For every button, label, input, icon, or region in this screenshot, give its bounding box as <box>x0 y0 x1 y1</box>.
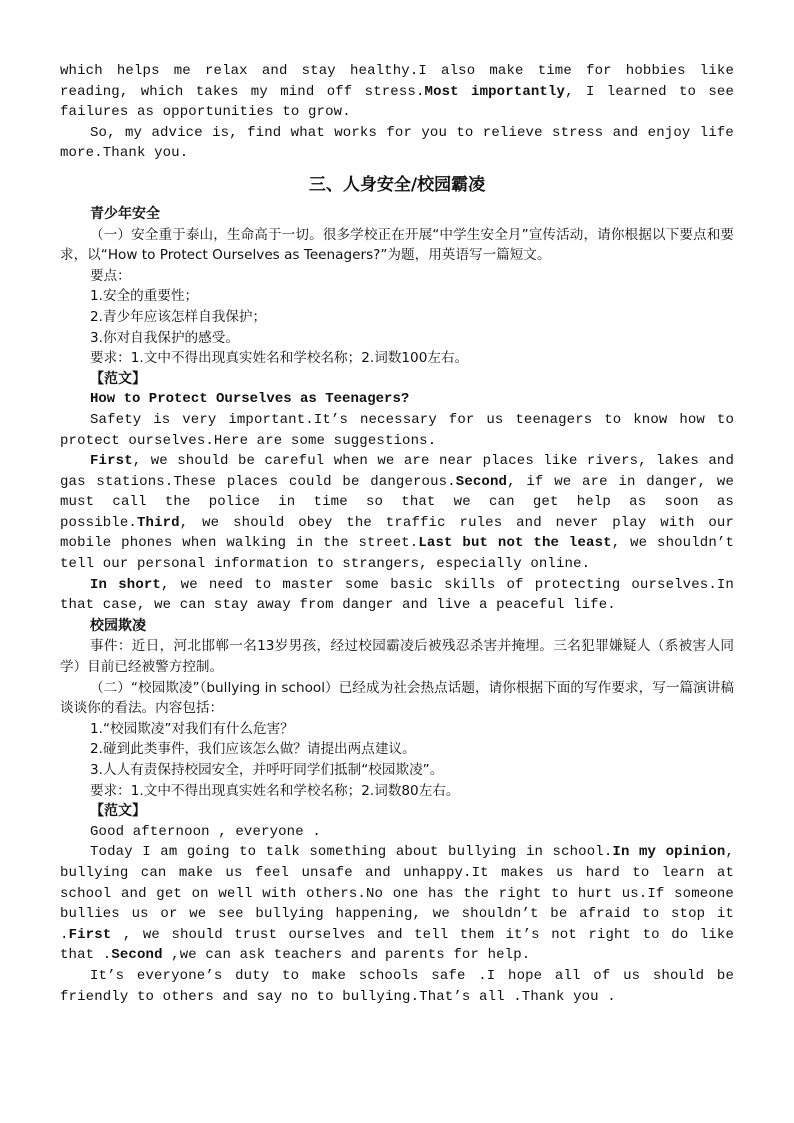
last-keyword: Last but not the least <box>418 535 612 552</box>
essay-text: , we need to master some basic skills of protecting ourselves.In that case, we can stay away from danger and live a peaceful life. <box>60 576 734 614</box>
safety-essay-p2 <box>60 451 734 575</box>
bullying-essay-p1 <box>60 842 734 966</box>
essay-text: , we shouldn’t tell our personal information to strangers, especially online. <box>60 535 734 573</box>
intro-advice-paragraph: So, my advice is, find what works for you to relieve stress and enjoy life more.Thank you. <box>60 124 734 162</box>
essay-text: , we should obey the traffic rules and never play with our mobile phones when walking in the street. <box>60 514 734 552</box>
safety-essay-p3 <box>60 575 734 616</box>
essay-text: , we should be careful when we are near places like rivers, lakes and gas stations.These places could be dangerous. <box>60 453 734 490</box>
bullying-point-3: 3.人人有责保持校园安全，并呼吁同学们抵制“校园欺凌”。 <box>90 762 444 778</box>
first-keyword: First <box>90 453 133 470</box>
intro-paragraph <box>60 61 734 123</box>
bullying-model-label: 【范文】 <box>90 803 146 820</box>
safety-points-label: 要点： <box>90 267 131 284</box>
safety-point-1: 1.安全的重要性； <box>90 288 199 305</box>
safety-requirement: 要求：1.文中不得出现真实姓名和学校名称；2.词数100左右。 <box>90 350 469 367</box>
safety-point-2: 2.青少年应该怎样自我保护； <box>90 308 267 325</box>
section-title: 三、人身安全/校园霸凌 <box>308 174 486 195</box>
opinion-keyword: In my opinion <box>612 844 726 861</box>
bullying-prompt: （二）“校园欺凌”（bullying in school）已经成为社会热点话题，请你根据下面的写作要求，写一篇演讲稿谈谈你的看法。内容包括： <box>60 679 734 717</box>
safety-point-3: 3.你对自我保护的感受。 <box>90 329 239 346</box>
essay-text: Today I am going to talk something about bullying in school. <box>90 844 613 861</box>
safety-model-label: 【范文】 <box>90 370 146 387</box>
safety-heading: 青少年安全 <box>90 205 160 222</box>
safety-prompt: （一）安全重于泰山，生命高于一切。很多学校正在开展“中学生安全月”宣传活动，请你根据以下要点和要求，以“How to Protect Ourselves as Teenagers?”为题，用英语写一篇短文。 <box>60 226 734 264</box>
bullying-heading: 校园欺凌 <box>90 617 146 634</box>
essay-text: , if we are in danger, we must call the police in time so that we can get help as soon as possible. <box>60 473 734 531</box>
second-keyword: Second <box>111 947 163 964</box>
essay-text: , we should trust ourselves and tell them it’s not right to do like that . <box>60 926 734 964</box>
intro-emphasis: Most importantly <box>424 83 566 100</box>
bullying-event: 事件：近日，河北邯郸一名13岁男孩，经过校园霸凌后被残忍杀害并掩埋。三名犯罪嫌疑人（系被害人同学）目前已经被警方控制。 <box>60 638 734 676</box>
bullying-greeting: Good afternoon , everyone . <box>90 823 321 840</box>
first-keyword: First <box>68 926 112 943</box>
bullying-requirement: 要求：1.文中不得出现真实姓名和学校名称；2.词数80左右。 <box>90 782 460 799</box>
bullying-point-1: 1.“校园欺凌”对我们有什么危害？ <box>90 720 294 737</box>
bullying-point-2: 2.碰到此类事件，我们应该怎么做？请提出两点建议。 <box>90 741 416 758</box>
essay-text: , bullying can make us feel unsafe and unhappy.It makes us hard to learn at school and get on well with others.No one has the right to hurt us.If someone bullies us or we see bullying happening, we shouldn’t be afraid to stop it . <box>60 844 734 943</box>
intro-text-a: which helps me relax and stay healthy.I also make time for hobbies like reading, which takes my mind off stress. <box>60 63 734 100</box>
bullying-essay-p2: It’s everyone’s duty to make schools safe .I hope all of us should be friendly to others and say no to bullying.That’s all .Thank you . <box>60 967 734 1005</box>
essay-text: ,we can ask teachers and parents for help. <box>162 947 531 964</box>
safety-essay-p1: Safety is very important.It’s necessary for us teenagers to know how to protect ourselves.Here are some suggestions. <box>60 411 734 449</box>
in-short-keyword: In short <box>90 576 161 593</box>
third-keyword: Third <box>136 514 180 531</box>
second-keyword: Second <box>455 473 508 490</box>
safety-essay-title: How to Protect Ourselves as Teenagers? <box>90 391 410 408</box>
intro-text-c: , I learned to see failures as opportunities to grow. <box>60 83 734 121</box>
